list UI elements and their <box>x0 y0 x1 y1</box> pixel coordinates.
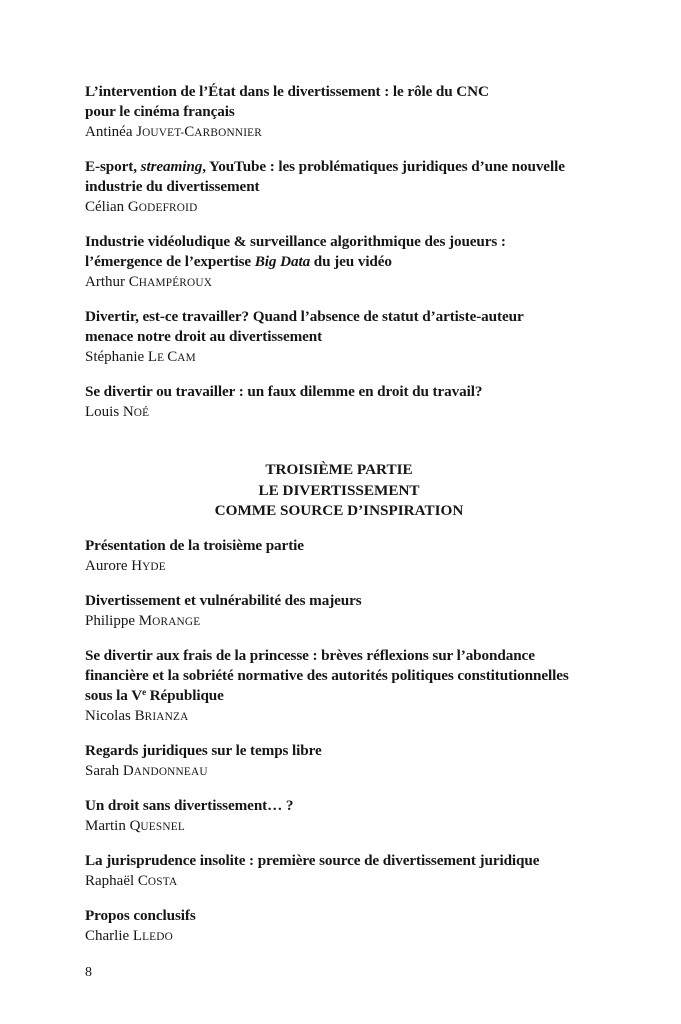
section-heading-line: COMME SOURCE D’INSPIRATION <box>214 502 464 519</box>
entry-author <box>85 556 605 578</box>
author-first-name: Nicolas <box>85 707 131 724</box>
title-text: sous la V <box>85 686 143 704</box>
entry-title <box>85 157 605 197</box>
author-last-name: ANDONNEAU <box>133 765 208 778</box>
author-last-initial: M <box>138 612 153 629</box>
title-text: , YouTube : les problématiques juridiques d’une nouvelle <box>202 158 565 175</box>
author-last-name: OÉ <box>133 407 150 419</box>
author-first-name: Charlie <box>85 927 130 944</box>
title-line: Divertir, est-ce travailler? Quand l’absence de statut d’artiste-auteur <box>85 308 524 325</box>
title-line: Divertissement et vulnérabilité des majeurs <box>85 591 362 609</box>
entry-title <box>85 232 605 272</box>
entry-title <box>85 741 605 761</box>
title-line: financière et la sobriété normative des autorités politiques constitutionnelles <box>85 666 569 684</box>
entry-title <box>85 591 605 611</box>
section-heading-line: LE DIVERTISSEMENT <box>258 481 420 499</box>
table-of-contents <box>85 82 605 961</box>
entry-title <box>85 646 605 706</box>
entry-author <box>85 871 605 893</box>
author-last-initial: N <box>122 404 134 420</box>
entry-author <box>85 706 605 728</box>
title-line: Industrie vidéoludique & surveillance algorithmique des joueurs : <box>85 233 506 250</box>
author-first-name: Philippe <box>85 612 136 629</box>
title-line <box>85 686 605 706</box>
title-line: Regards juridiques sur le temps libre <box>85 741 322 759</box>
entry-title <box>85 382 605 402</box>
title-line: La jurisprudence insolite : première source de divertissement juridique <box>85 851 540 869</box>
author-first-name: Stéphanie <box>85 349 145 365</box>
author-last-initial: Q <box>129 817 141 834</box>
author-last-initial: G <box>127 199 139 215</box>
author-last-initial: H <box>131 557 143 574</box>
toc-entry <box>85 232 605 294</box>
entry-title <box>85 536 605 556</box>
author-last-initial: C <box>167 349 178 365</box>
title-line: Présentation de la troisième partie <box>85 536 304 554</box>
toc-entry <box>85 741 605 783</box>
author-last-name: ODEFROID <box>138 202 198 214</box>
entry-title <box>85 851 605 871</box>
author-last-name: LEDO <box>142 930 173 943</box>
title-line: industrie du divertissement <box>85 178 260 195</box>
title-line: pour le cinéma français <box>85 103 235 120</box>
entry-author <box>85 761 605 783</box>
author-last-name: UESNEL <box>140 820 185 833</box>
title-text: du jeu vidéo <box>310 253 392 270</box>
section-heading <box>85 460 593 522</box>
entry-title <box>85 307 605 347</box>
entry-author <box>85 816 605 838</box>
toc-entry <box>85 536 605 578</box>
title-line <box>85 252 605 272</box>
title-text: E-sport, <box>85 158 141 175</box>
toc-entry <box>85 157 605 219</box>
author-first-name: Raphaël <box>85 872 135 889</box>
title-line <box>85 157 605 177</box>
title-emphasis: Big Data <box>254 253 311 270</box>
author-last-name: ARBONNIER <box>194 127 262 139</box>
toc-entry <box>85 906 605 948</box>
author-last-initial: C <box>137 872 148 889</box>
entry-author <box>85 926 605 948</box>
page-number: 8 <box>85 965 92 980</box>
entry-title <box>85 906 605 926</box>
author-last-initial: J <box>136 124 143 140</box>
title-text: l’émergence de l’expertise <box>85 253 255 270</box>
author-last-name: E <box>157 352 168 364</box>
title-text: République <box>145 686 224 704</box>
toc-entry <box>85 82 605 144</box>
entry-author <box>85 611 605 633</box>
toc-entry <box>85 591 605 633</box>
toc-entry <box>85 646 605 728</box>
toc-entry <box>85 796 605 838</box>
toc-entry <box>85 851 605 893</box>
author-first-name: Antinéa <box>85 124 133 140</box>
entry-author <box>85 197 605 219</box>
author-last-name: YDE <box>142 560 166 573</box>
author-last-name: AM <box>177 352 196 364</box>
author-first-name: Célian <box>85 199 125 215</box>
author-last-name: OSTA <box>147 875 178 888</box>
entry-author <box>85 122 605 144</box>
author-first-name: Sarah <box>85 762 120 779</box>
title-line: L’intervention de l’État dans le divertissement : le rôle du CNC <box>85 83 489 100</box>
title-line: Un droit sans divertissement… ? <box>85 796 294 814</box>
author-first-name: Martin <box>85 817 126 834</box>
title-line: Se divertir ou travailler : un faux dilemme en droit du travail? <box>85 383 483 400</box>
title-line: Propos conclusifs <box>85 906 196 924</box>
author-last-initial: L <box>132 927 143 944</box>
entry-title <box>85 796 605 816</box>
entry-author <box>85 272 605 294</box>
author-last-name: RIANZA <box>144 710 189 723</box>
author-last-name: OUVET- <box>142 127 185 139</box>
author-first-name: Louis <box>85 404 120 420</box>
author-last-initial: C <box>184 124 195 140</box>
author-last-name: HAMPÉROUX <box>138 277 213 289</box>
author-last-initial: C <box>128 274 139 290</box>
author-first-name: Arthur <box>85 274 125 290</box>
title-line: menace notre droit au divertissement <box>85 328 323 345</box>
author-last-name: ORANGE <box>152 615 201 628</box>
toc-entry <box>85 382 605 424</box>
author-last-initial: B <box>134 707 145 724</box>
author-last-initial: L <box>147 349 158 365</box>
entry-title <box>85 82 605 122</box>
entry-author <box>85 402 605 424</box>
section-heading-line: TROISIÈME PARTIE <box>265 461 413 478</box>
toc-entry <box>85 307 605 369</box>
entry-author <box>85 347 605 369</box>
author-last-initial: D <box>122 762 134 779</box>
title-emphasis: streaming <box>140 158 203 175</box>
author-first-name: Aurore <box>85 557 128 574</box>
title-line: Se divertir aux frais de la princesse : brèves réflexions sur l’abondance <box>85 646 535 664</box>
title-superscript: e <box>142 686 146 697</box>
